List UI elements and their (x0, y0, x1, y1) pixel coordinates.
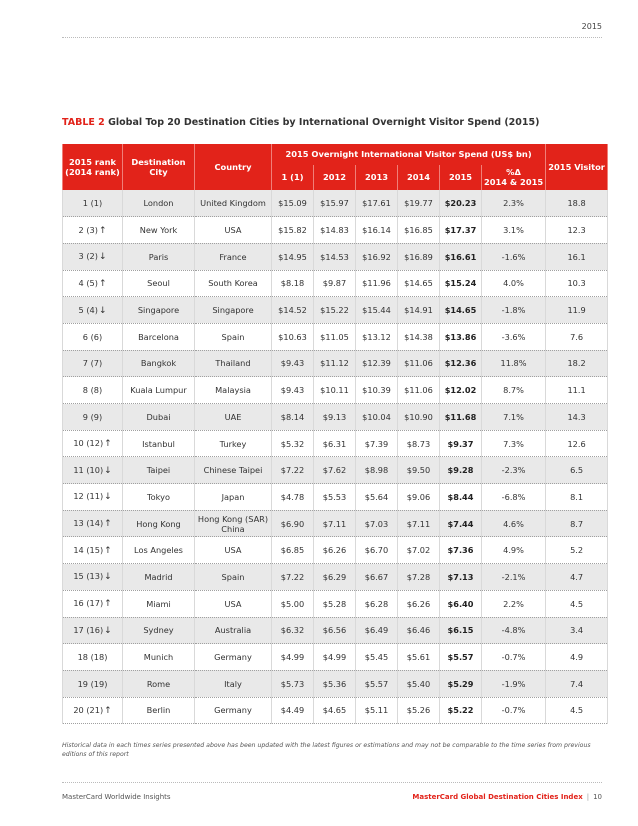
rank-text: 20 (21) (73, 704, 104, 715)
spend-2013-cell: $8.98 (356, 457, 398, 484)
rank-down-arrow-icon: ↓ (104, 465, 112, 476)
pct-change-cell: -0.7% (482, 697, 546, 724)
country-cell: UAE (195, 404, 272, 431)
pct-change-cell: 4.0% (482, 270, 546, 297)
visitor-cell: 18.2 (546, 350, 608, 377)
rank-text: 12 (11) (73, 491, 104, 502)
visitor-cell: 12.3 (546, 217, 608, 244)
spend-2013-cell: $7.39 (356, 430, 398, 457)
rank-cell (63, 484, 123, 511)
spend-2014-cell: $7.28 (398, 564, 440, 591)
page-number: 10 (593, 793, 602, 801)
country-cell: France (195, 243, 272, 270)
spend-2013-cell: $12.39 (356, 350, 398, 377)
table-row (63, 537, 608, 564)
spend-cell: $14.52 (272, 297, 314, 324)
spend-cell: $15.09 (272, 190, 314, 217)
rank-text: 15 (13) (73, 571, 104, 582)
rank-text: 3 (2) (78, 251, 98, 262)
spend-2013-cell: $15.44 (356, 297, 398, 324)
col-header-spend-group: 2015 Overnight International Visitor Spend (US$ bn) (272, 144, 546, 165)
spend-2014-cell: $7.11 (398, 510, 440, 537)
table-label: TABLE 2 (62, 117, 105, 128)
spend-2015-cell: $15.24 (440, 270, 482, 297)
city-cell: Miami (123, 590, 195, 617)
spend-2013-cell: $16.14 (356, 217, 398, 244)
city-cell: Sydney (123, 617, 195, 644)
rank-cell (63, 617, 123, 644)
footer-right (412, 793, 602, 801)
table-row (63, 377, 608, 404)
spend-cell: $5.73 (272, 670, 314, 697)
city-cell: Berlin (123, 697, 195, 724)
spend-cell: $9.43 (272, 377, 314, 404)
rank-cell (63, 537, 123, 564)
spend-2013-cell: $5.45 (356, 644, 398, 671)
spend-cell: $15.82 (272, 217, 314, 244)
spend-2014-cell: $11.06 (398, 350, 440, 377)
spend-2013-cell: $10.04 (356, 404, 398, 431)
table-row (63, 670, 608, 697)
pct-change-cell: -2.1% (482, 564, 546, 591)
rank-cell (63, 297, 123, 324)
city-cell: Paris (123, 243, 195, 270)
spend-cell: $9.43 (272, 350, 314, 377)
rank-cell (63, 404, 123, 431)
pct-change-cell: -4.8% (482, 617, 546, 644)
rank-text: 17 (16) (73, 624, 104, 635)
rank-cell (63, 644, 123, 671)
rank-text: 19 (19) (77, 678, 108, 689)
city-cell: Madrid (123, 564, 195, 591)
spend-2014-cell: $16.85 (398, 217, 440, 244)
rank-text: 11 (10) (73, 464, 104, 475)
pct-change-cell: -2.3% (482, 457, 546, 484)
country-cell: Italy (195, 670, 272, 697)
rank-text: 4 (5) (78, 277, 98, 288)
spend-2012-cell: $5.28 (314, 590, 356, 617)
spend-2015-cell: $8.44 (440, 484, 482, 511)
table-row (63, 297, 608, 324)
visitor-cell: 18.8 (546, 190, 608, 217)
visitor-cell: 4.5 (546, 697, 608, 724)
pct-change-cell: -0.7% (482, 644, 546, 671)
pct-change-cell: 2.2% (482, 590, 546, 617)
visitor-cell: 11.1 (546, 377, 608, 404)
spend-2012-cell: $11.05 (314, 323, 356, 350)
spend-2015-cell: $6.40 (440, 590, 482, 617)
spend-2015-cell: $11.68 (440, 404, 482, 431)
visitor-cell: 4.9 (546, 644, 608, 671)
visitor-cell: 8.7 (546, 510, 608, 537)
spend-2013-cell: $5.64 (356, 484, 398, 511)
country-cell: Chinese Taipei (195, 457, 272, 484)
pct-change-cell: 2.3% (482, 190, 546, 217)
pct-change-cell: -1.6% (482, 243, 546, 270)
rank-down-arrow-icon: ↓ (104, 492, 112, 503)
visitor-cell: 8.1 (546, 484, 608, 511)
city-cell: Los Angeles (123, 537, 195, 564)
spend-cell: $4.78 (272, 484, 314, 511)
country-cell: USA (195, 217, 272, 244)
spend-cell: $14.95 (272, 243, 314, 270)
spend-2012-cell: $6.26 (314, 537, 356, 564)
country-cell: USA (195, 537, 272, 564)
spend-cell: $8.14 (272, 404, 314, 431)
rank-cell (63, 323, 123, 350)
rank-cell (63, 430, 123, 457)
visitor-cell: 7.4 (546, 670, 608, 697)
col-header-visitor: 2015 Visitor (546, 144, 608, 190)
table-row (63, 697, 608, 724)
table-body (63, 190, 608, 724)
table-row (63, 430, 608, 457)
header-divider (62, 37, 602, 38)
table-row (63, 350, 608, 377)
col-header-year: 2015 (440, 165, 482, 190)
spend-2013-cell: $6.67 (356, 564, 398, 591)
city-cell: Bangkok (123, 350, 195, 377)
table-row (63, 457, 608, 484)
spend-2015-cell: $16.61 (440, 243, 482, 270)
spend-cell: $10.63 (272, 323, 314, 350)
rank-text: 8 (8) (82, 385, 103, 396)
spend-2013-cell: $10.39 (356, 377, 398, 404)
rank-down-arrow-icon: ↓ (98, 252, 107, 263)
rank-text: 7 (7) (82, 358, 103, 369)
spend-2015-cell: $7.36 (440, 537, 482, 564)
rank-text: 5 (4) (78, 304, 98, 315)
spend-2015-cell: $7.44 (440, 510, 482, 537)
table-row (63, 190, 608, 217)
spend-2012-cell: $14.83 (314, 217, 356, 244)
spend-2013-cell: $7.03 (356, 510, 398, 537)
spend-2012-cell: $7.62 (314, 457, 356, 484)
rank-text: 14 (15) (73, 544, 104, 555)
visitor-cell: 7.6 (546, 323, 608, 350)
country-cell: South Korea (195, 270, 272, 297)
spend-2015-cell: $17.37 (440, 217, 482, 244)
rank-up-arrow-icon: ↑ (104, 519, 112, 530)
col-header-pct-change (482, 165, 546, 190)
visitor-cell: 5.2 (546, 537, 608, 564)
country-cell: Australia (195, 617, 272, 644)
col-header-year: 2013 (356, 165, 398, 190)
footer-divider (62, 782, 602, 783)
spend-cell: $7.22 (272, 457, 314, 484)
col-header-rank: 2015 rank (2014 rank) (63, 144, 123, 190)
country-cell: Japan (195, 484, 272, 511)
rank-up-arrow-icon: ↑ (104, 439, 112, 450)
spend-cell: $7.22 (272, 564, 314, 591)
country-cell: Hong Kong (SAR) China (195, 510, 272, 537)
col-header-year: 2014 (398, 165, 440, 190)
rank-cell (63, 510, 123, 537)
visitor-cell: 6.5 (546, 457, 608, 484)
rank-text: 13 (14) (73, 518, 104, 529)
spend-2015-cell: $6.15 (440, 617, 482, 644)
rank-down-arrow-icon: ↓ (104, 625, 112, 636)
visitor-cell: 10.3 (546, 270, 608, 297)
rank-text: 2 (3) (78, 224, 98, 235)
footer-separator: | (586, 793, 590, 801)
rank-cell (63, 377, 123, 404)
rank-cell (63, 217, 123, 244)
spend-2015-cell: $12.36 (440, 350, 482, 377)
spend-cell: $6.85 (272, 537, 314, 564)
spend-2013-cell: $6.70 (356, 537, 398, 564)
header-year: 2015 (581, 22, 602, 31)
spend-2014-cell: $11.06 (398, 377, 440, 404)
spend-2012-cell: $5.36 (314, 670, 356, 697)
city-cell: London (123, 190, 195, 217)
spend-2015-cell: $14.65 (440, 297, 482, 324)
spend-cell: $5.00 (272, 590, 314, 617)
rank-up-arrow-icon: ↑ (104, 545, 112, 556)
table-row (63, 644, 608, 671)
spend-2012-cell: $9.87 (314, 270, 356, 297)
table-title (62, 117, 539, 128)
rank-cell (63, 243, 123, 270)
visitor-cell: 11.9 (546, 297, 608, 324)
spend-2012-cell: $11.12 (314, 350, 356, 377)
spend-2015-cell: $12.02 (440, 377, 482, 404)
rank-up-arrow-icon: ↑ (104, 599, 112, 610)
spend-2014-cell: $16.89 (398, 243, 440, 270)
spend-2015-cell: $9.28 (440, 457, 482, 484)
city-cell: Seoul (123, 270, 195, 297)
spend-2014-cell: $6.46 (398, 617, 440, 644)
city-cell: New York (123, 217, 195, 244)
destination-cities-table (62, 144, 608, 724)
visitor-cell: 12.6 (546, 430, 608, 457)
col-header-city: Destination City (123, 144, 195, 190)
spend-2014-cell: $6.26 (398, 590, 440, 617)
spend-2013-cell: $5.11 (356, 697, 398, 724)
country-cell: Spain (195, 564, 272, 591)
table-row (63, 564, 608, 591)
city-cell: Dubai (123, 404, 195, 431)
spend-2012-cell: $4.65 (314, 697, 356, 724)
spend-2015-cell: $7.13 (440, 564, 482, 591)
pct-change-cell: 4.6% (482, 510, 546, 537)
spend-2014-cell: $14.38 (398, 323, 440, 350)
table-row (63, 617, 608, 644)
pct-change-cell: 7.1% (482, 404, 546, 431)
country-cell: Germany (195, 697, 272, 724)
pct-change-cell: 3.1% (482, 217, 546, 244)
city-cell: Singapore (123, 297, 195, 324)
spend-2012-cell: $15.97 (314, 190, 356, 217)
spend-2015-cell: $20.23 (440, 190, 482, 217)
rank-up-arrow-icon: ↑ (104, 705, 112, 716)
col-header-country: Country (195, 144, 272, 190)
spend-2014-cell: $5.61 (398, 644, 440, 671)
country-cell: United Kingdom (195, 190, 272, 217)
pct-change-cell: -1.9% (482, 670, 546, 697)
country-cell: Malaysia (195, 377, 272, 404)
pct-change-cell: 11.8% (482, 350, 546, 377)
spend-2013-cell: $5.57 (356, 670, 398, 697)
spend-2014-cell: $19.77 (398, 190, 440, 217)
spend-cell: $4.99 (272, 644, 314, 671)
visitor-cell: 14.3 (546, 404, 608, 431)
country-cell: Thailand (195, 350, 272, 377)
spend-2015-cell: $13.86 (440, 323, 482, 350)
spend-2013-cell: $11.96 (356, 270, 398, 297)
spend-2012-cell: $14.53 (314, 243, 356, 270)
pct-change-cell: -6.8% (482, 484, 546, 511)
rank-text: 16 (17) (73, 598, 104, 609)
rank-text: 1 (1) (82, 198, 103, 209)
rank-text: 9 (9) (82, 411, 103, 422)
table-row (63, 484, 608, 511)
spend-2014-cell: $14.91 (398, 297, 440, 324)
country-cell: Turkey (195, 430, 272, 457)
spend-2012-cell: $7.11 (314, 510, 356, 537)
rank-up-arrow-icon: ↑ (98, 225, 107, 236)
footer-report-name: MasterCard Global Destination Cities Index (412, 793, 583, 801)
rank-cell (63, 457, 123, 484)
rank-text: 10 (12) (73, 438, 104, 449)
city-cell: Taipei (123, 457, 195, 484)
rank-cell (63, 564, 123, 591)
spend-2013-cell: $17.61 (356, 190, 398, 217)
spend-2012-cell: $9.13 (314, 404, 356, 431)
rank-cell (63, 670, 123, 697)
table-row (63, 590, 608, 617)
country-cell: USA (195, 590, 272, 617)
spend-2014-cell: $14.65 (398, 270, 440, 297)
country-cell: Singapore (195, 297, 272, 324)
table-row (63, 270, 608, 297)
pct-change-cell: 4.9% (482, 537, 546, 564)
spend-2015-cell: $5.22 (440, 697, 482, 724)
city-cell: Kuala Lumpur (123, 377, 195, 404)
table-row (63, 510, 608, 537)
pct-change-cell: 8.7% (482, 377, 546, 404)
rank-cell (63, 350, 123, 377)
spend-2013-cell: $6.49 (356, 617, 398, 644)
spend-2014-cell: $5.26 (398, 697, 440, 724)
rank-down-arrow-icon: ↓ (98, 305, 107, 316)
table-caption: Global Top 20 Destination Cities by International Overnight Visitor Spend (2015) (104, 117, 540, 128)
rank-text: 6 (6) (82, 331, 103, 342)
spend-cell: $6.32 (272, 617, 314, 644)
spend-2012-cell: $6.31 (314, 430, 356, 457)
visitor-cell: 3.4 (546, 617, 608, 644)
spend-2014-cell: $9.06 (398, 484, 440, 511)
spend-2012-cell: $4.99 (314, 644, 356, 671)
pct-change-cell: -3.6% (482, 323, 546, 350)
rank-text: 18 (18) (77, 652, 108, 663)
city-cell: Rome (123, 670, 195, 697)
spend-2012-cell: $15.22 (314, 297, 356, 324)
spend-2012-cell: $6.56 (314, 617, 356, 644)
country-cell: Spain (195, 323, 272, 350)
spend-2012-cell: $10.11 (314, 377, 356, 404)
spend-2012-cell: $6.29 (314, 564, 356, 591)
table-row (63, 217, 608, 244)
spend-2015-cell: $5.57 (440, 644, 482, 671)
col-header-year: 1 (1) (272, 165, 314, 190)
spend-cell: $8.18 (272, 270, 314, 297)
visitor-cell: 4.5 (546, 590, 608, 617)
city-cell: Munich (123, 644, 195, 671)
spend-2014-cell: $9.50 (398, 457, 440, 484)
spend-cell: $4.49 (272, 697, 314, 724)
spend-2015-cell: $9.37 (440, 430, 482, 457)
col-header-year: 2012 (314, 165, 356, 190)
spend-2014-cell: $7.02 (398, 537, 440, 564)
pct-change-cell: 7.3% (482, 430, 546, 457)
spend-2012-cell: $5.53 (314, 484, 356, 511)
pct-range: 2014 & 2015 (483, 177, 544, 188)
city-cell: Hong Kong (123, 510, 195, 537)
rank-cell (63, 270, 123, 297)
rank-up-arrow-icon: ↑ (98, 278, 107, 289)
table-row (63, 243, 608, 270)
city-cell: Tokyo (123, 484, 195, 511)
visitor-cell: 4.7 (546, 564, 608, 591)
rank-cell (63, 190, 123, 217)
rank-cell (63, 590, 123, 617)
spend-cell: $6.90 (272, 510, 314, 537)
pct-symbol: %Δ (506, 167, 521, 178)
country-cell: Germany (195, 644, 272, 671)
spend-2014-cell: $5.40 (398, 670, 440, 697)
footer-source: MasterCard Worldwide Insights (62, 793, 171, 801)
city-cell: Barcelona (123, 323, 195, 350)
spend-2013-cell: $6.28 (356, 590, 398, 617)
footnote: Historical data in each times series presented above has been updated with the latest figures or estimations and may not be comparable to the time series from previous editions of this report (62, 742, 591, 758)
spend-2013-cell: $13.12 (356, 323, 398, 350)
spend-2013-cell: $16.92 (356, 243, 398, 270)
spend-cell: $5.32 (272, 430, 314, 457)
rank-down-arrow-icon: ↓ (104, 572, 112, 583)
spend-2015-cell: $5.29 (440, 670, 482, 697)
table-row (63, 404, 608, 431)
pct-change-cell: -1.8% (482, 297, 546, 324)
spend-2014-cell: $10.90 (398, 404, 440, 431)
spend-2014-cell: $8.73 (398, 430, 440, 457)
rank-cell (63, 697, 123, 724)
table-row (63, 323, 608, 350)
city-cell: Istanbul (123, 430, 195, 457)
visitor-cell: 16.1 (546, 243, 608, 270)
